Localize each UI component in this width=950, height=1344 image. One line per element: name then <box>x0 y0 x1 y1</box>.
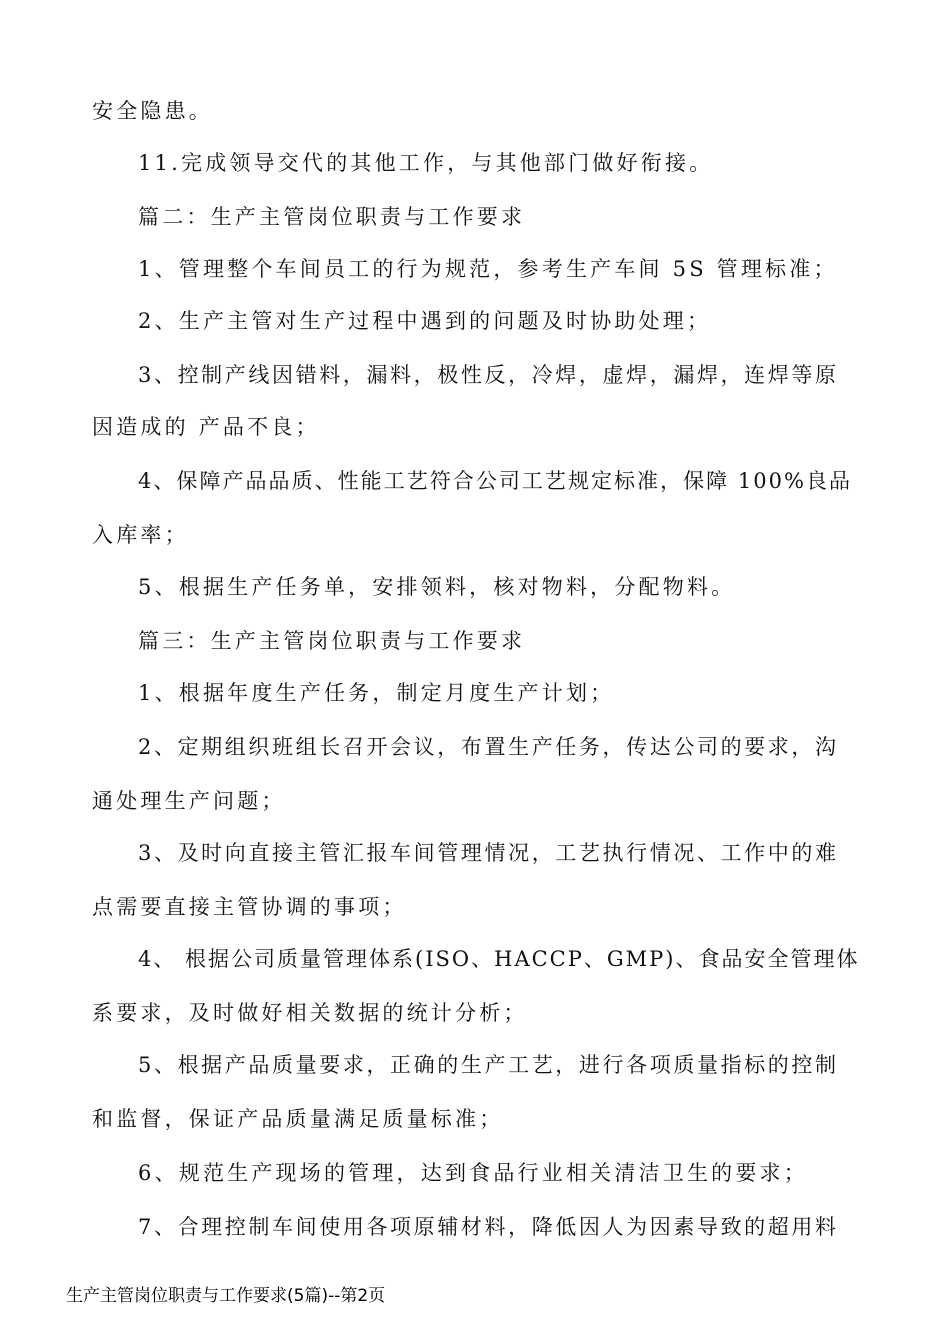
text-line-20: 和监督，保证产品质量满足质量标准； <box>92 1107 504 1131</box>
text-line-18: 系要求，及时做好相关数据的统计分析； <box>92 1001 528 1025</box>
text-line-10: 5、根据生产任务单，安排领料，核对物料，分配物料。 <box>138 575 736 599</box>
text-line-5: 2、生产主管对生产过程中遇到的问题及时协助处理； <box>138 309 712 333</box>
text-line-6: 3、控制产线因错料，漏料，极性反，冷焊，虚焊，漏焊，连焊等原 <box>138 363 838 387</box>
text-line-22: 7、合理控制车间使用各项原辅材料，降低因人为因素导致的超用料 <box>138 1215 838 1239</box>
text-line-1: 安全隐患。 <box>92 99 213 123</box>
text-line-19: 5、根据产品质量要求，正确的生产工艺，进行各项质量指标的控制 <box>138 1053 838 1077</box>
text-line-9: 入库率； <box>92 523 189 547</box>
text-line-2: 11.完成领导交代的其他工作，与其他部门做好衔接。 <box>138 151 714 175</box>
text-line-8: 4、保障产品品质、性能工艺符合公司工艺规定标准，保障 100%良品 <box>138 469 852 493</box>
text-line-15: 3、及时向直接主管汇报车间管理情况，工艺执行情况、工作中的难 <box>138 841 838 865</box>
text-line-4: 1、管理整个车间员工的行为规范，参考生产车间 5S 管理标准； <box>138 257 838 281</box>
section-heading-3: 篇三：生产主管岗位职责与工作要求 <box>138 629 526 653</box>
text-line-7: 因造成的 产品不良； <box>92 415 320 439</box>
text-line-16: 点需要直接主管协调的事项； <box>92 895 407 919</box>
text-line-13: 2、定期组织班组长召开会议，布置生产任务，传达公司的要求，沟 <box>138 735 838 759</box>
text-line-21: 6、规范生产现场的管理，达到食品行业相关清洁卫生的要求； <box>138 1161 808 1185</box>
section-heading-2: 篇二：生产主管岗位职责与工作要求 <box>138 205 526 229</box>
text-line-12: 1、根据年度生产任务，制定月度生产计划； <box>138 681 615 705</box>
text-line-14: 通处理生产问题； <box>92 789 286 813</box>
text-line-17: 4、 根据公司质量管理体系(ISO、HACCP、GMP)、食品安全管理体 <box>138 947 860 971</box>
page-footer: 生产主管岗位职责与工作要求(5篇)--第2页 <box>66 1286 386 1306</box>
